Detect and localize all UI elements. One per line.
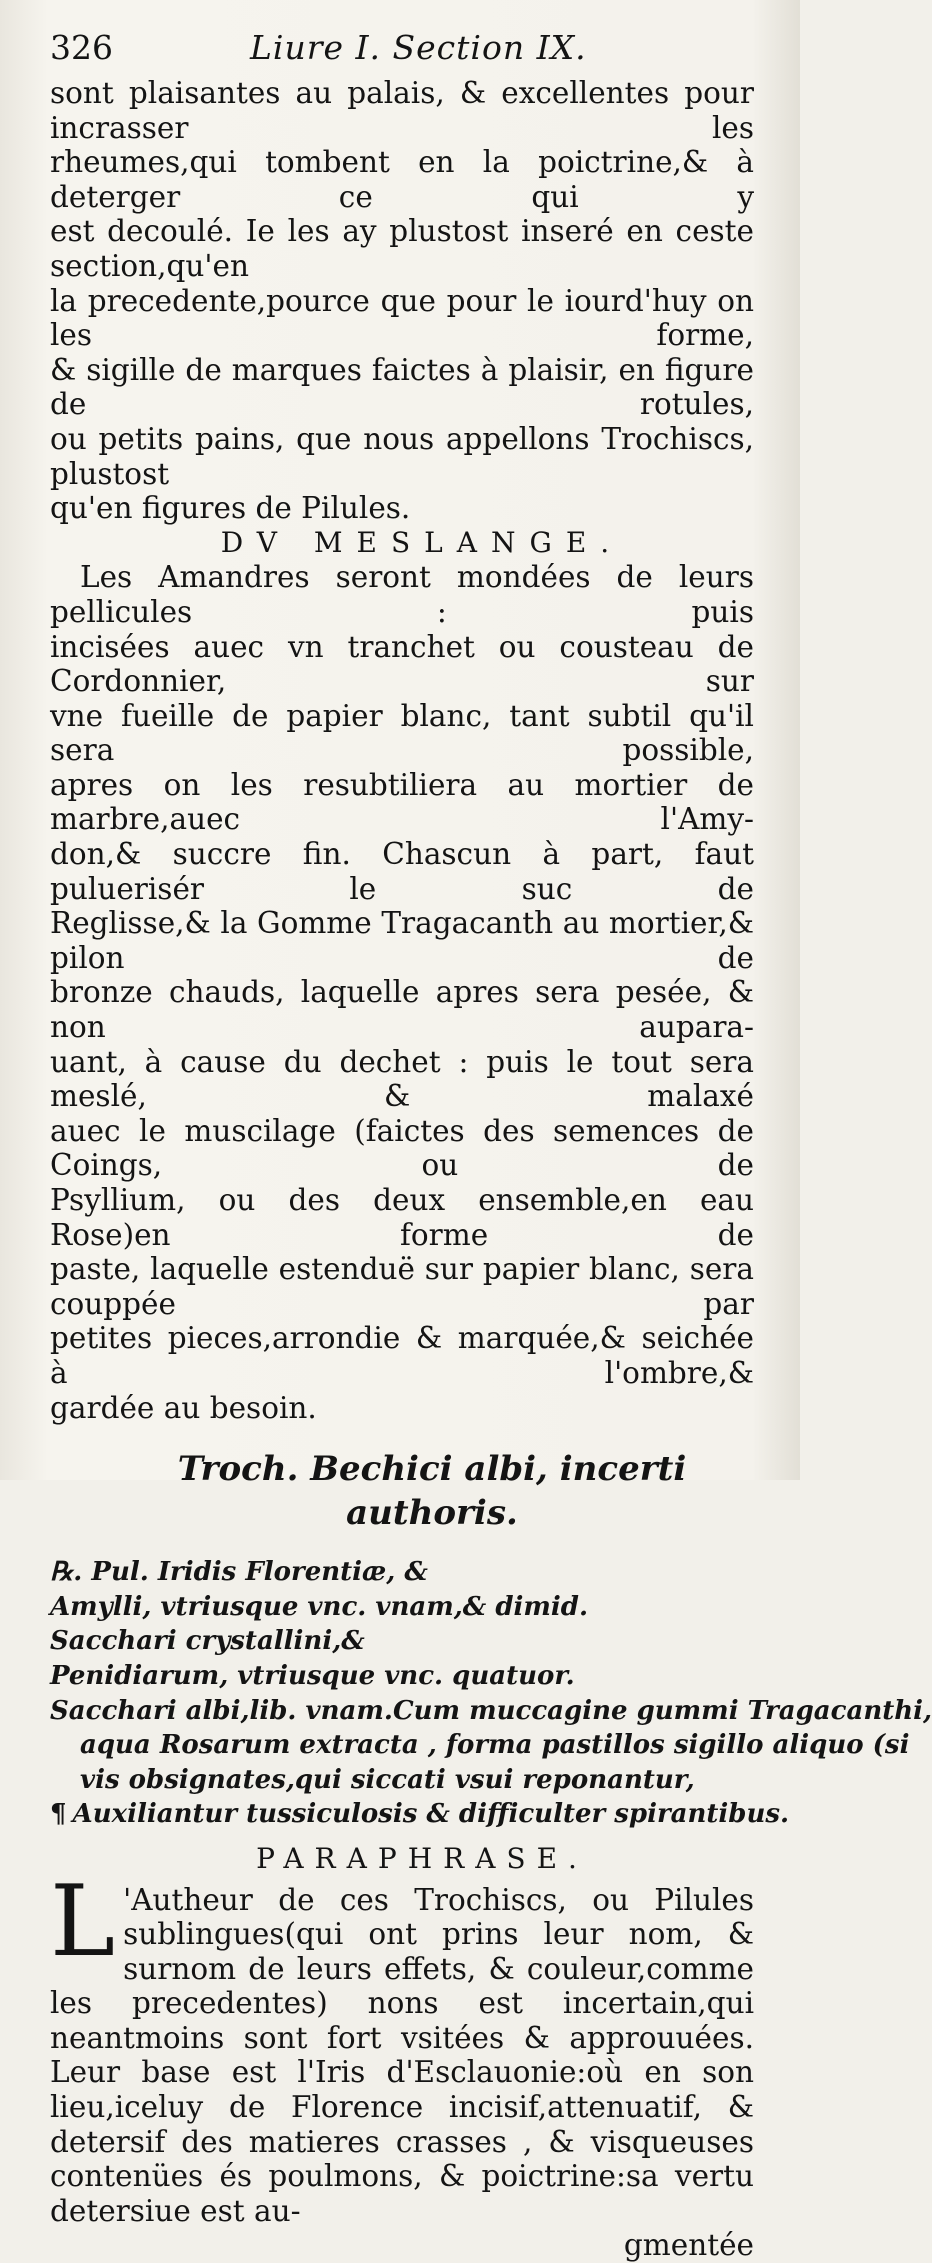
intro-paragraph — [50, 76, 754, 526]
text-line: sont plaisantes au palais, & excellentes pour incrasser les — [50, 76, 754, 145]
text-line: bronze chauds, laquelle apres sera pesée, & non aupara- — [50, 975, 754, 1045]
formula-line: Penidiarum, vtriusque vnc. quatuor. — [50, 1660, 575, 1691]
running-title: Liure I. Section IX. — [250, 28, 587, 67]
mixing-paragraph — [50, 560, 754, 1425]
paraphrase-text: 'Autheur de ces Trochiscs, ou Pilules sublingues(qui ont prins leur nom, & surnom de leurs effets, & couleur,comme les precedentes) nons est incertain,qui neantmoins sont fort vsitées & approuuées. Leur base est l'Iris d'Esclauonie:où en son lieu,iceluy de Florence incisif,attenuatif, & detersif des matieres crasses , & visqueuses contenües és poulmons, & poictrine:sa vertu detersiue est au- — [50, 1882, 754, 2228]
text-line: uant, à cause du dechet : puis le tout sera meslé, & malaxé — [50, 1044, 754, 1114]
text-line: Reglisse,& la Gomme Tragacanth au mortier,& pilon de — [50, 906, 754, 975]
text-line: paste, laquelle estenduë sur papier blanc, sera couppée par — [50, 1252, 754, 1321]
formula-note — [50, 1797, 790, 1832]
text-line: apres on les resubtiliera au mortier de marbre,auec l'Amy- — [50, 767, 754, 837]
text-line: la precedente,pource que pour le iourd'huy on les forme, — [50, 283, 754, 353]
formula-block — [50, 1555, 932, 1832]
page-number: 326 — [50, 28, 113, 67]
text-line: gardée au besoin. — [50, 1390, 317, 1425]
text-line: qu'en figures de Pilules. — [50, 491, 411, 526]
text-line: est decoulé. Ie les ay plustost inseré en ceste section,qu'en — [50, 214, 754, 283]
text-line: petites pieces,arrondie & marquée,& seichée à l'ombre,& — [50, 1321, 754, 1390]
text-line: Psyllium, ou des deux ensemble,en eau Rose)en forme de — [50, 1183, 754, 1252]
formula-note-text: Auxiliantur tussiculosis & difficulter spirantibus. — [72, 1799, 790, 1830]
recipe-title: Troch. Bechici albi, incerti authoris. — [177, 1449, 687, 1534]
text-line: auec le muscilage (faictes des semences de Coings, ou de — [50, 1113, 754, 1183]
paraphrase-heading: PARAPHRASE. — [256, 1841, 588, 1875]
formula-line: Sacchari albi,lib. vnam.Cum muccagine gummi Tragacanthi, — [50, 1695, 932, 1726]
drop-capital: L — [50, 1864, 116, 1979]
formula-line: ℞. Pul. Iridis Florentiæ, & — [50, 1557, 428, 1588]
formula-line: aqua Rosarum extracta , forma pastillos sigillo aliquo (si — [80, 1730, 910, 1761]
pilcrow-icon: ¶ — [50, 1799, 67, 1830]
text-line: don,& succre fin. Chascun à part, faut puluerisér le suc de — [50, 837, 754, 906]
text-line: vne fueille de papier blanc, tant subtil qu'il sera possible, — [50, 698, 754, 768]
running-head — [50, 28, 754, 76]
text-line: incisées auec vn tranchet ou cousteau de Cordonnier, sur — [50, 629, 754, 699]
text-line: Les Amandres seront mondées de leurs pellicules : puis — [50, 560, 754, 629]
formula-line: Sacchari crystallini,& — [50, 1626, 365, 1657]
text-line: & sigille de marques faictes à plaisir, en figure de rotules, — [50, 352, 754, 422]
text-line: ou petits pains, que nous appellons Trochiscs, plustost — [50, 421, 754, 491]
formula-line: vis obsignates,qui siccati vsui reponantur, — [80, 1764, 695, 1795]
catchword: gmentée — [623, 2228, 754, 2263]
paraphrase-paragraph — [50, 1864, 754, 2229]
text-line: rheumes,qui tombent en la poictrine,& à deterger ce qui y — [50, 145, 754, 214]
formula-line: Amylli, vtriusque vnc. vnam,& dimid. — [50, 1591, 589, 1622]
mixing-heading: DV MESLANGE. — [220, 525, 624, 559]
